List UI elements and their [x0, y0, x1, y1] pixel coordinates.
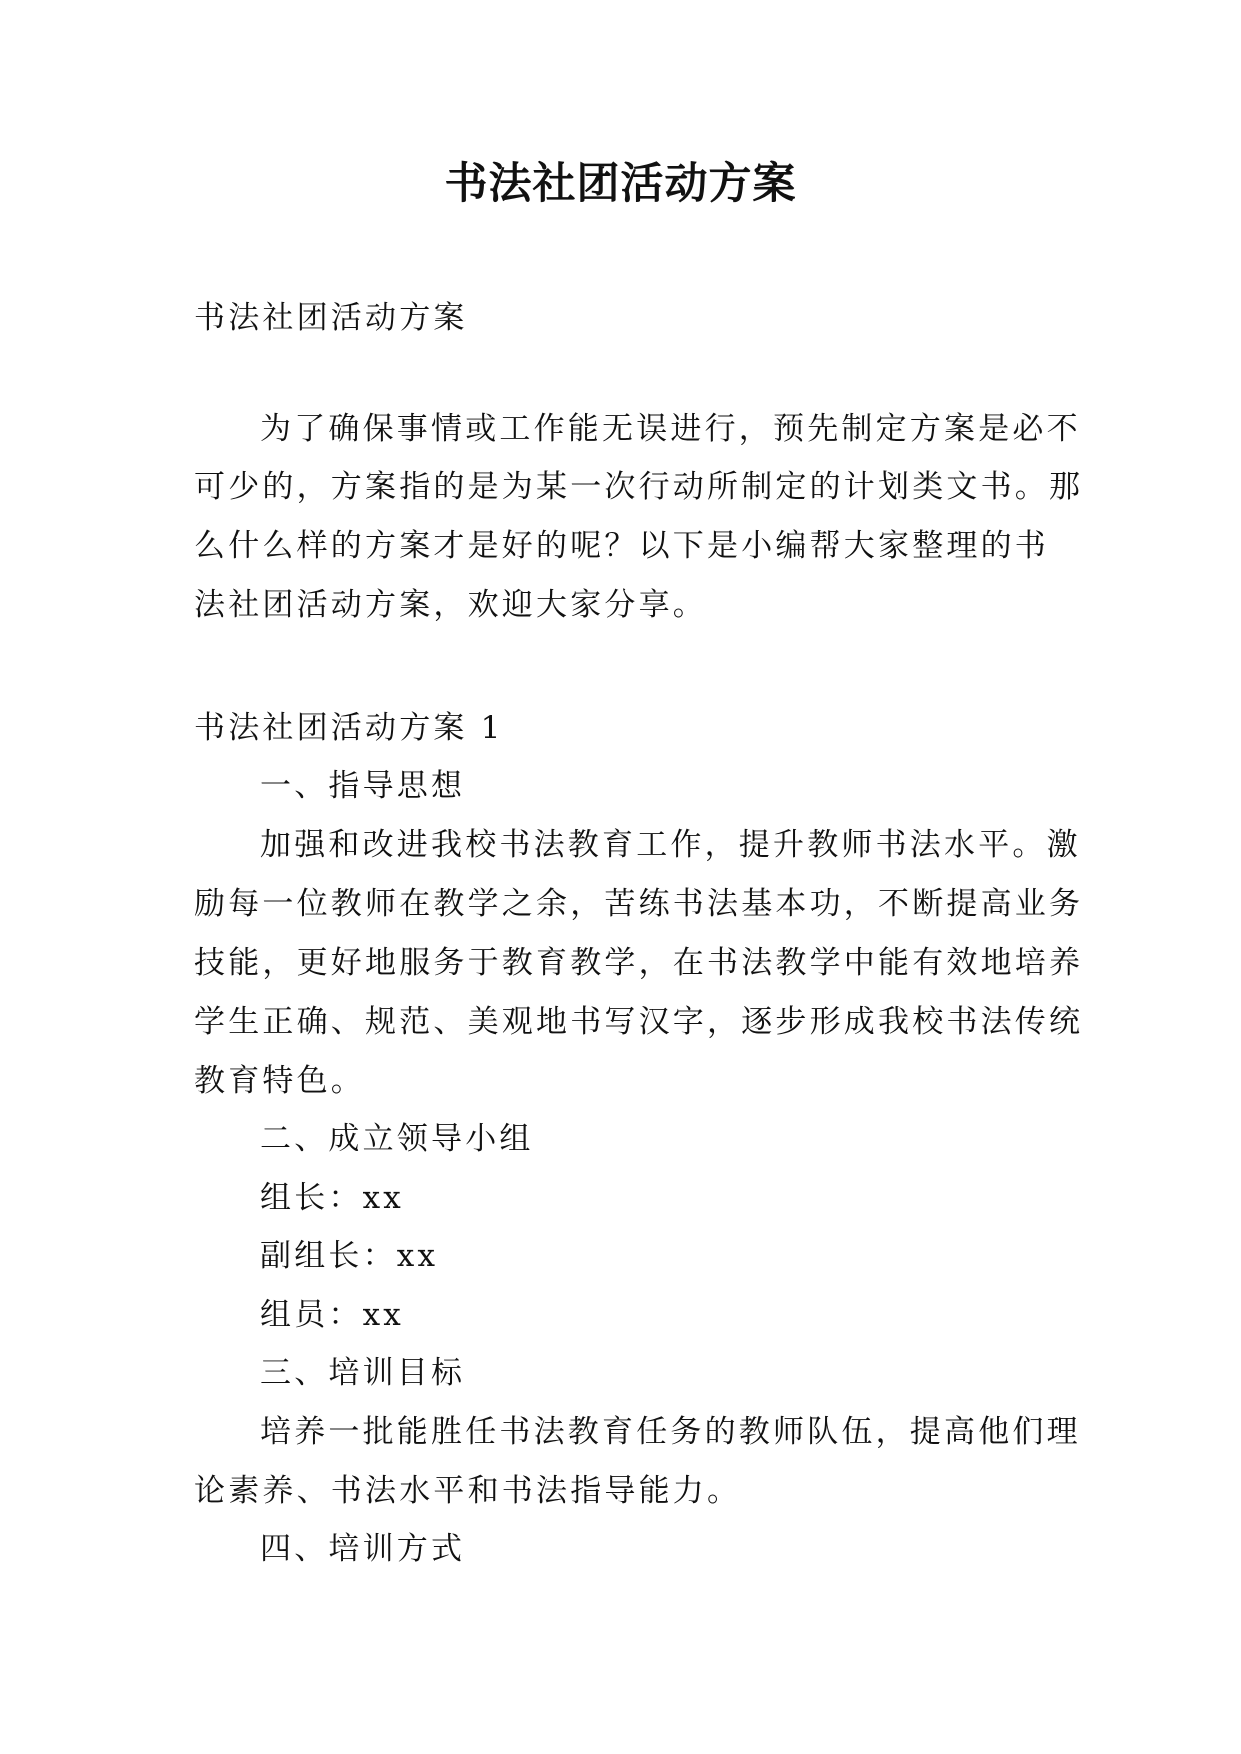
heading-leadership-group: 二、成立领导小组 — [260, 1121, 534, 1157]
intro-line: 可少的，方案指的是为某一次行动所制定的计划类文书。那 — [194, 469, 1084, 505]
document-subtitle: 书法社团活动方案 — [194, 300, 468, 336]
section-title: 书法社团活动方案 1 — [194, 710, 504, 746]
paragraph-line: 培养一批能胜任书法教育任务的教师队伍，提高他们理 — [260, 1414, 1081, 1450]
intro-line: 法社团活动方案，欢迎大家分享。 — [194, 587, 707, 623]
paragraph-line: 学生正确、规范、美观地书写汉字，逐步形成我校书法传统 — [194, 1004, 1084, 1040]
vice-leader-line: 副组长：xx — [260, 1238, 439, 1274]
members-line: 组员：xx — [260, 1297, 404, 1333]
paragraph-line: 论素养、书法水平和书法指导能力。 — [194, 1473, 742, 1509]
paragraph-line: 教育特色。 — [194, 1063, 365, 1099]
heading-guiding-thought: 一、指导思想 — [260, 768, 466, 804]
heading-training-method: 四、培训方式 — [260, 1531, 466, 1567]
heading-training-goal: 三、培训目标 — [260, 1355, 466, 1391]
intro-line: 么什么样的方案才是好的呢？以下是小编帮大家整理的书 — [194, 528, 1049, 564]
paragraph-line: 技能，更好地服务于教育教学，在书法教学中能有效地培养 — [194, 945, 1084, 981]
paragraph-line: 加强和改进我校书法教育工作，提升教师书法水平。激 — [260, 827, 1081, 863]
intro-line: 为了确保事情或工作能无误进行，预先制定方案是必不 — [260, 411, 1081, 447]
paragraph-line: 励每一位教师在教学之余，苦练书法基本功，不断提高业务 — [194, 886, 1084, 922]
leader-line: 组长：xx — [260, 1180, 404, 1216]
document-title: 书法社团活动方案 — [444, 159, 797, 209]
